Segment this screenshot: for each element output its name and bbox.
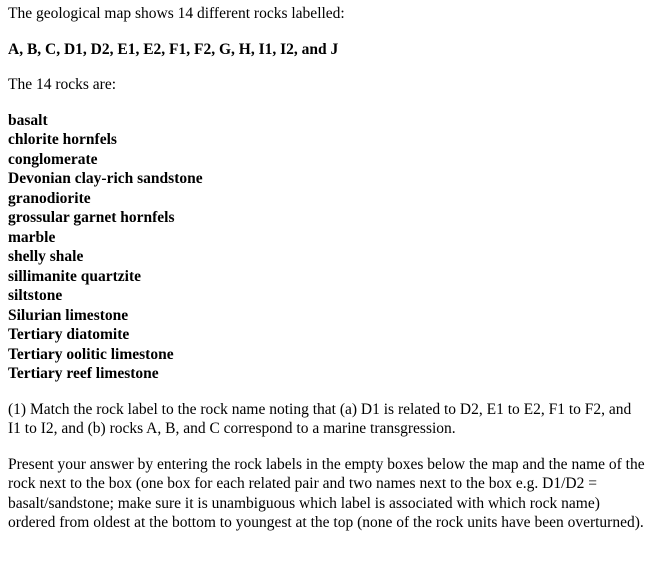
answer-instructions: Present your answer by entering the rock labels in the empty boxes below the map and the name of the rock next to the box (one box for each related pair and two names next to the box e.g. D1/D2 = basalt/sandstone; make sure it is unambiguous which label is associated with which rock name) ordered from oldest at the bottom to youngest at the top (none of the rock units have been overturned). [8, 455, 645, 531]
rock-name-item: Tertiary reef limestone [8, 365, 159, 382]
rock-labels-list: A, B, C, D1, D2, E1, E2, F1, F2, G, H, I1, I2, and J [8, 40, 339, 58]
rock-count-text: The 14 rocks are: [8, 76, 117, 93]
rock-name-item: Tertiary oolitic limestone [8, 345, 174, 363]
intro-text: The geological map shows 14 different rocks labelled: [8, 5, 345, 22]
rock-name-item: Silurian limestone [8, 306, 129, 324]
rock-name-item: granodiorite [8, 189, 91, 207]
question-text: (1) Match the rock label to the rock name noting that (a) D1 is related to D2, E1 to E2, F1 to F2, and I1 to I2, and (b) rocks A, B, and C correspond to a marine transgression. [8, 400, 632, 437]
rock-name-item: shelly shale [8, 248, 84, 265]
rock-name-item: marble [8, 228, 56, 246]
rock-name-item: chlorite hornfels [8, 131, 117, 148]
rock-name-item: conglomerate [8, 150, 98, 168]
rock-name-item: sillimanite quartzite [8, 267, 142, 285]
rock-name-item: Devonian clay-rich sandstone [8, 170, 203, 187]
rock-name-item: siltstone [8, 287, 63, 304]
rock-name-item: basalt [8, 111, 48, 129]
rock-name-list [8, 111, 657, 384]
rock-name-item: grossular garnet hornfels [8, 209, 175, 226]
rock-name-item: Tertiary diatomite [8, 326, 130, 343]
